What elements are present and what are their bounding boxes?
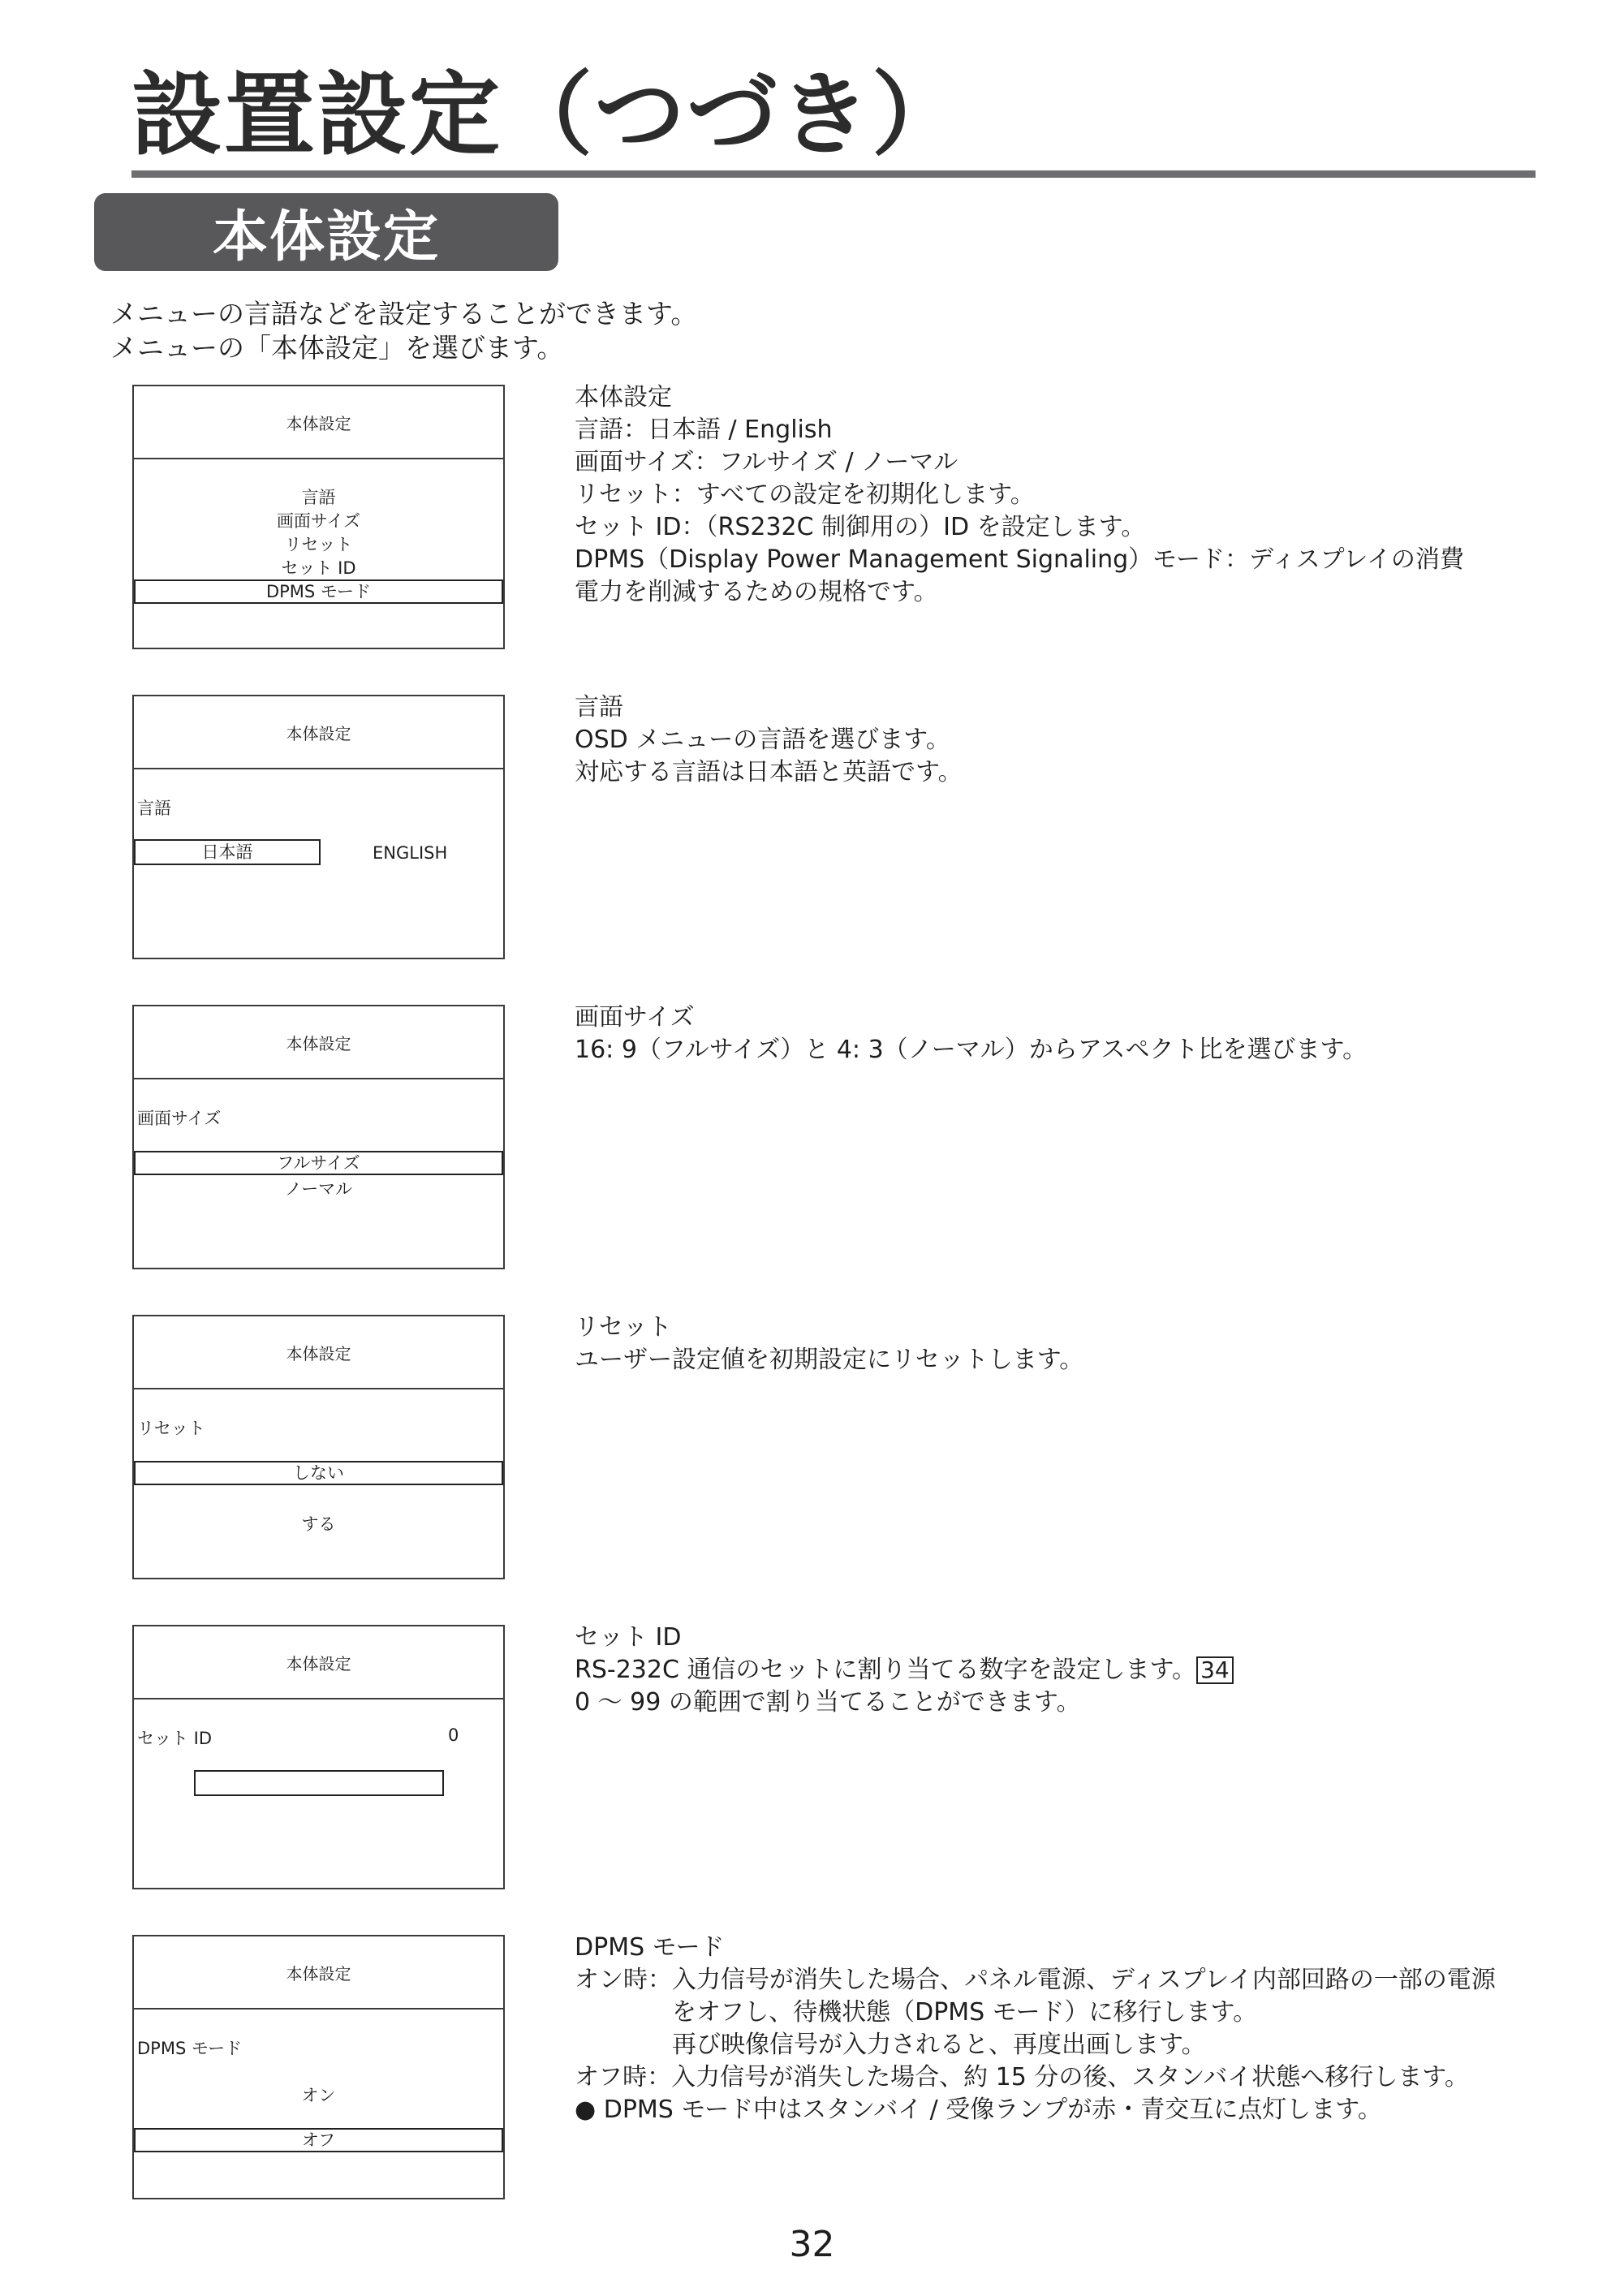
osd-header: 本体設定: [134, 1006, 503, 1079]
description-title: 本体設定: [575, 383, 672, 411]
osd-setting-label: リセット: [137, 1419, 205, 1438]
description-line: 画面サイズ：フルサイズ / ノーマル: [575, 448, 958, 476]
description-off-row: [575, 2061, 1549, 2094]
osd-panel-set-id: [132, 1625, 505, 1889]
description-note: ● DPMS モード中はスタンバイ / 受像ランプが赤・青交互に点灯します。: [575, 2096, 1382, 2124]
description-line: をオフし、待機状態（DPMS モード）に移行します。: [672, 1998, 1258, 2027]
description-line: 16: 9（フルサイズ）と 4: 3（ノーマル）からアスペクト比を選びます。: [575, 1036, 1368, 1064]
osd-panel-main-menu: [132, 385, 505, 649]
osd-setting-label: 画面サイズ: [137, 1109, 222, 1128]
osd-header: 本体設定: [134, 1626, 503, 1699]
description-title: リセット: [575, 1313, 672, 1342]
page-number: 32: [789, 2224, 835, 2265]
description-line: セット ID：（RS232C 制御用の）ID を設定します。: [575, 513, 1146, 541]
page-reference: 34: [1196, 1656, 1234, 1684]
section-label: 本体設定: [94, 193, 558, 271]
osd-header: 本体設定: [134, 696, 503, 769]
osd-option-yes[interactable]: する: [301, 1514, 336, 1534]
description-on-row: [575, 1964, 1549, 2061]
title-rule: [131, 170, 1536, 178]
description-line: 言語：日本語 / English: [575, 416, 833, 444]
description-line: 対応する言語は日本語と英語です。: [575, 758, 963, 786]
osd-option-no-selected[interactable]: しない: [134, 1461, 503, 1485]
osd-panel-screen-size: [132, 1005, 505, 1269]
osd-header: 本体設定: [134, 1936, 503, 2010]
osd-panel-dpms-mode: [132, 1935, 505, 2199]
description-on-label: オン時：: [575, 1966, 672, 1994]
osd-setting-label: セット ID: [137, 1729, 213, 1748]
description-title: 画面サイズ: [575, 1003, 695, 1032]
osd-header: 本体設定: [134, 386, 503, 459]
description-off-label: オフ時：: [575, 2063, 672, 2091]
osd-option-off-selected[interactable]: オフ: [134, 2128, 503, 2152]
description-line: ユーザー設定値を初期設定にリセットします。: [575, 1346, 1084, 1374]
osd-set-id-slider[interactable]: [194, 1770, 444, 1796]
page-title: 設置設定（つづき）: [131, 62, 964, 168]
osd-option-japanese-selected[interactable]: 日本語: [134, 839, 321, 865]
description-main-menu: [575, 381, 1549, 609]
osd-panel-language: [132, 695, 505, 959]
osd-menu-item-dpms-selected[interactable]: DPMS モード: [134, 579, 503, 604]
description-reset: [575, 1312, 1549, 1376]
description-text: RS-232C 通信のセットに割り当てる数字を設定します。: [575, 1656, 1197, 1684]
osd-option-english[interactable]: ENGLISH: [373, 843, 448, 863]
description-set-id: [575, 1622, 1549, 1719]
osd-option-on[interactable]: オン: [301, 2086, 336, 2105]
osd-setting-label: 言語: [137, 799, 171, 818]
description-title: DPMS モード: [575, 1933, 725, 1962]
description-line: 入力信号が消失した場合、約 15 分の後、スタンバイ状態へ移行します。: [671, 2063, 1469, 2091]
osd-menu-item-screen-size[interactable]: 画面サイズ: [276, 511, 361, 531]
osd-menu-item-set-id[interactable]: セット ID: [281, 558, 356, 578]
description-line: 入力信号が消失した場合、パネル電源、ディスプレイ内部回路の一部の電源: [672, 1966, 1496, 1994]
description-line: OSD メニューの言語を選びます。: [575, 726, 950, 754]
osd-setting-label: DPMS モード: [137, 2039, 243, 2058]
description-language: [575, 691, 1549, 789]
description-dpms-mode: [575, 1932, 1549, 2126]
intro-line: メニューの言語などを設定することができます。: [110, 298, 698, 330]
osd-option-normal[interactable]: ノーマル: [284, 1179, 353, 1199]
osd-header: 本体設定: [134, 1316, 503, 1389]
osd-option-full-size-selected[interactable]: フルサイズ: [134, 1151, 503, 1175]
description-line: DPMS（Display Power Management Signaling）モード：ディスプレイの消費: [575, 545, 1464, 574]
osd-set-id-value: 0: [448, 1725, 459, 1745]
intro-line: メニューの「本体設定」を選びます。: [110, 332, 564, 364]
intro-text: [110, 297, 697, 365]
osd-menu-item-reset[interactable]: リセット: [284, 535, 353, 554]
description-line: 0 ～ 99 の範囲で割り当てることができます。: [575, 1688, 1081, 1717]
description-line: 再び映像信号が入力されると、再度出画します。: [672, 2031, 1206, 2059]
description-line: 電力を削減するための規格です。: [575, 578, 938, 606]
description-title: 言語: [575, 693, 623, 722]
description-screen-size: [575, 1002, 1549, 1066]
osd-panel-reset: [132, 1315, 505, 1579]
description-line: [575, 1654, 1549, 1686]
description-title: セット ID: [575, 1623, 682, 1652]
osd-menu-item-language[interactable]: 言語: [301, 488, 336, 507]
description-line: リセット：すべての設定を初期化します。: [575, 480, 1035, 509]
